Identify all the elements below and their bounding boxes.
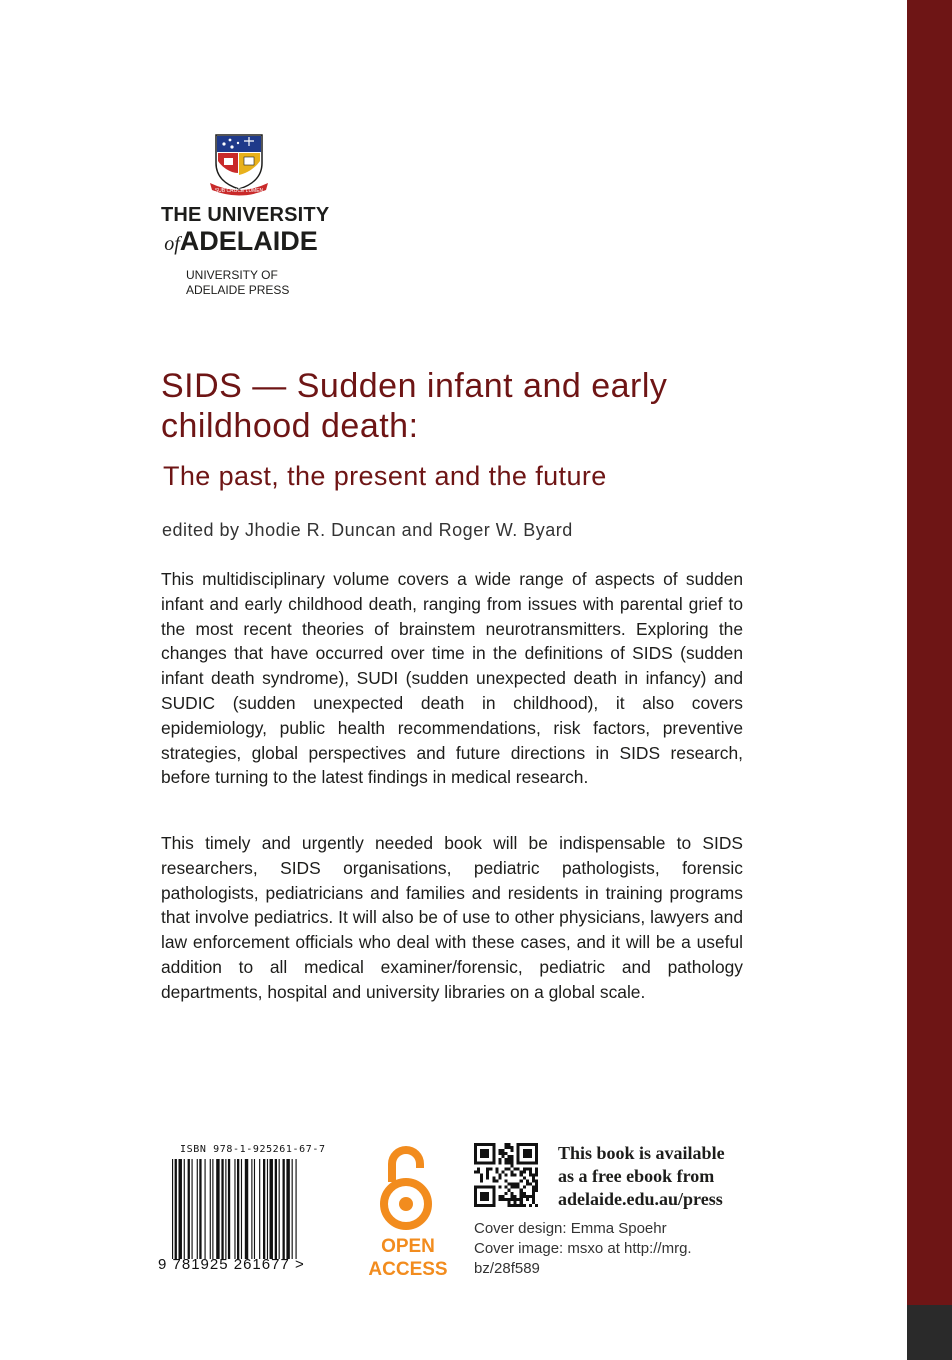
barcode-bar (237, 1159, 239, 1259)
qr-module (514, 1186, 517, 1189)
qr-module (511, 1192, 514, 1195)
qr-module (529, 1183, 532, 1186)
qr-module (526, 1167, 529, 1170)
qr-module (535, 1180, 538, 1183)
qr-module (526, 1180, 529, 1183)
qr-module (504, 1146, 507, 1149)
barcode-bar (197, 1159, 198, 1259)
qr-module (526, 1195, 529, 1198)
press-line1: UNIVERSITY OF (186, 268, 278, 282)
barcode-bar (172, 1159, 173, 1259)
credit-image-link: bz/28f589 (474, 1260, 540, 1277)
qr-module (532, 1192, 535, 1195)
qr-module (526, 1198, 529, 1201)
ebook-line2: as a free ebook from (558, 1166, 715, 1186)
qr-module (508, 1198, 511, 1201)
qr-module (501, 1170, 504, 1173)
qr-module (486, 1173, 489, 1176)
barcode-icon (172, 1159, 342, 1259)
qr-module (504, 1173, 507, 1176)
qr-module (535, 1167, 538, 1170)
qr-module (508, 1189, 511, 1192)
qr-module (474, 1170, 477, 1173)
crest-motto: SUB CRUCE LUMEN (214, 188, 264, 194)
qr-module (511, 1204, 514, 1207)
barcode-bar (205, 1159, 206, 1259)
qr-module (523, 1192, 526, 1195)
qr-module (511, 1186, 514, 1189)
book-subtitle: The past, the present and the future (163, 461, 607, 491)
book-title (161, 366, 761, 446)
qr-module (523, 1186, 526, 1189)
qr-module (523, 1167, 526, 1170)
qr-module (504, 1198, 507, 1201)
qr-module (508, 1158, 511, 1161)
qr-module (526, 1183, 529, 1186)
qr-module (508, 1201, 511, 1204)
blurb-paragraph-2: This timely and urgently needed book will be indispensable to SIDS researchers, SIDS organisations, pediatric pathologists, forensic pathologists, pediatricians and families and residents in training programs that involve pediatrics. It will also be of use to other physicians, lawyers and law enforcement officials who deal with these cases, and it will be a useful addition to all medical examiner/forensic, pediatric and pathology departments, hospital and university libraries on a global scale. (161, 833, 743, 1002)
barcode-bar (228, 1159, 230, 1259)
qr-module (501, 1155, 504, 1158)
qr-module (504, 1152, 507, 1155)
qr-module (529, 1173, 532, 1176)
qr-module (520, 1204, 523, 1207)
university-crest-icon (208, 133, 270, 197)
barcode-bar (175, 1159, 177, 1259)
qr-module (523, 1149, 532, 1158)
qr-module (501, 1195, 504, 1198)
qr-module (480, 1180, 483, 1183)
qr-module (514, 1167, 517, 1170)
qr-module (514, 1173, 517, 1176)
qr-module (498, 1152, 501, 1155)
qr-module (486, 1170, 489, 1173)
book-spine (907, 0, 952, 1360)
spine-shadow (907, 1305, 952, 1360)
credit-image: Cover image: msxo at http://mrg. (474, 1240, 692, 1257)
qr-module (498, 1161, 501, 1164)
barcode-bar (270, 1159, 273, 1259)
qr-module (501, 1198, 504, 1201)
qr-module (517, 1183, 520, 1186)
qr-module (529, 1167, 532, 1170)
barcode-bar (275, 1159, 277, 1259)
qr-module (495, 1180, 498, 1183)
qr-module (504, 1167, 507, 1170)
qr-module (520, 1192, 523, 1195)
qr-module (520, 1198, 523, 1201)
barcode-bar (245, 1159, 248, 1259)
qr-module (535, 1186, 538, 1189)
university-of: of (164, 233, 180, 255)
qr-module (529, 1170, 532, 1173)
qr-module (498, 1173, 501, 1176)
qr-module (520, 1170, 523, 1173)
qr-module (501, 1149, 504, 1152)
qr-module (504, 1161, 507, 1164)
university-adelaide: ADELAIDE (179, 226, 318, 256)
qr-module (532, 1186, 535, 1189)
qr-module (508, 1204, 511, 1207)
barcode-bar (279, 1159, 280, 1259)
open-access-label (368, 1235, 448, 1281)
qr-module (508, 1167, 511, 1170)
qr-module (477, 1167, 480, 1170)
barcode-bar (216, 1159, 219, 1259)
barcode-bar (199, 1159, 201, 1259)
qr-module (495, 1167, 498, 1170)
qr-module (532, 1195, 535, 1198)
qr-module (514, 1183, 517, 1186)
qr-module (495, 1170, 498, 1173)
qr-module (520, 1189, 523, 1192)
barcode-bar (179, 1159, 182, 1259)
qr-module (520, 1201, 523, 1204)
qr-module (529, 1204, 532, 1207)
qr-module (511, 1183, 514, 1186)
qr-module (480, 1177, 483, 1180)
qr-module (517, 1186, 520, 1189)
qr-module (498, 1186, 501, 1189)
qr-module (480, 1192, 489, 1201)
blurb-paragraph-1: This multidisciplinary volume covers a wide range of aspects of sudden infant and early childhood death, ranging from issues with parental grief to the most recent theories of brainstem neurotransmitters. Exploring the changes that have occurred over time in the definitions of SIDS (sudden infant death syndrome), SUDI (sudden unexpected death in infancy) and SUDIC (sudden unexpected death in childhood), it also covers epidemiology, public health recommendations, risk factors, preventive strategies, global perspectives and future directions in SIDS research, before turning to the latest findings in medical research. (161, 569, 743, 788)
university-name-line2 (161, 226, 321, 257)
qr-module (508, 1155, 511, 1158)
barcode-bar (241, 1159, 242, 1259)
qr-module (486, 1177, 489, 1180)
ebook-availability (558, 1142, 758, 1211)
qr-module (504, 1180, 507, 1183)
qr-module (504, 1143, 507, 1146)
qr-module (532, 1177, 535, 1180)
qr-module (508, 1183, 511, 1186)
qr-module (498, 1198, 501, 1201)
qr-module (535, 1204, 538, 1207)
barcode-bar (254, 1159, 255, 1259)
qr-module (480, 1149, 489, 1158)
barcode-bar (212, 1159, 213, 1259)
barcode-bar (234, 1159, 235, 1259)
qr-module (492, 1177, 495, 1180)
barcode-bar (296, 1159, 297, 1259)
barcode-bar (263, 1159, 265, 1259)
qr-module (504, 1192, 507, 1195)
ebook-line1: This book is available (558, 1143, 725, 1163)
university-name-line1: THE UNIVERSITY (161, 204, 330, 226)
qr-module (523, 1177, 526, 1180)
qr-module (498, 1195, 501, 1198)
isbn-label: ISBN 978-1-925261-67-7 (180, 1144, 326, 1155)
qr-module (514, 1198, 517, 1201)
credit-design: Cover design: Emma Spoehr (474, 1220, 667, 1237)
qr-module (501, 1152, 504, 1155)
book-title-line1: SIDS — Sudden infant and early (161, 367, 668, 405)
qr-module (514, 1195, 517, 1198)
qr-module (514, 1201, 517, 1204)
qr-module (498, 1158, 501, 1161)
qr-module (511, 1161, 514, 1164)
barcode-bar (188, 1159, 190, 1259)
qr-module (504, 1158, 507, 1161)
barcode-bar (292, 1159, 293, 1259)
barcode-bar (283, 1159, 285, 1259)
qr-module (511, 1170, 514, 1173)
qr-module (480, 1173, 483, 1176)
qr-module (477, 1170, 480, 1173)
qr-module (529, 1195, 532, 1198)
qr-module (498, 1149, 501, 1152)
qr-module (535, 1189, 538, 1192)
barcode-bar (267, 1159, 268, 1259)
ebook-link[interactable]: adelaide.edu.au/press (558, 1189, 723, 1209)
qr-module (532, 1180, 535, 1183)
qr-module (486, 1167, 489, 1170)
qr-module (520, 1173, 523, 1176)
qr-module (504, 1186, 507, 1189)
book-title-line2: childhood death: (161, 407, 419, 445)
barcode-bar (184, 1159, 185, 1259)
qr-module (535, 1173, 538, 1176)
qr-module (532, 1198, 535, 1201)
barcode-bar (210, 1159, 211, 1259)
qr-module (532, 1201, 535, 1204)
qr-module (523, 1170, 526, 1173)
qr-code-icon[interactable] (474, 1143, 538, 1207)
qr-module (498, 1177, 501, 1180)
qr-module (535, 1170, 538, 1173)
qr-module (523, 1204, 526, 1207)
press-name (186, 268, 296, 298)
barcode-bar (259, 1159, 260, 1259)
qr-module (508, 1143, 511, 1146)
qr-module (492, 1180, 495, 1183)
qr-module (511, 1149, 514, 1152)
qr-module (535, 1183, 538, 1186)
qr-module (520, 1195, 523, 1198)
open-access-line1: OPEN (381, 1236, 435, 1257)
qr-module (523, 1195, 526, 1198)
qr-module (517, 1204, 520, 1207)
qr-module (511, 1155, 514, 1158)
qr-module (517, 1198, 520, 1201)
barcode-bar (192, 1159, 193, 1259)
qr-module (511, 1198, 514, 1201)
qr-module (511, 1173, 514, 1176)
isbn-digits: 9 781925 261677 > (158, 1256, 305, 1273)
barcode-bar (251, 1159, 252, 1259)
open-access-line2: ACCESS (368, 1259, 448, 1280)
qr-module (532, 1189, 535, 1192)
qr-module (511, 1158, 514, 1161)
qr-module (511, 1164, 514, 1167)
barcode-bar (286, 1159, 289, 1259)
qr-module (520, 1180, 523, 1183)
open-access-lock-icon (378, 1144, 434, 1234)
cover-credits (474, 1219, 714, 1279)
book-editors: edited by Jhodie R. Duncan and Roger W. Byard (162, 520, 573, 540)
barcode-bar (221, 1159, 223, 1259)
qr-module (489, 1167, 492, 1170)
qr-module (532, 1173, 535, 1176)
barcode-bar (225, 1159, 226, 1259)
qr-module (514, 1204, 517, 1207)
press-line2: ADELAIDE PRESS (186, 283, 290, 297)
qr-module (508, 1146, 511, 1149)
qr-module (511, 1146, 514, 1149)
qr-module (508, 1161, 511, 1164)
qr-module (511, 1195, 514, 1198)
qr-module (517, 1167, 520, 1170)
